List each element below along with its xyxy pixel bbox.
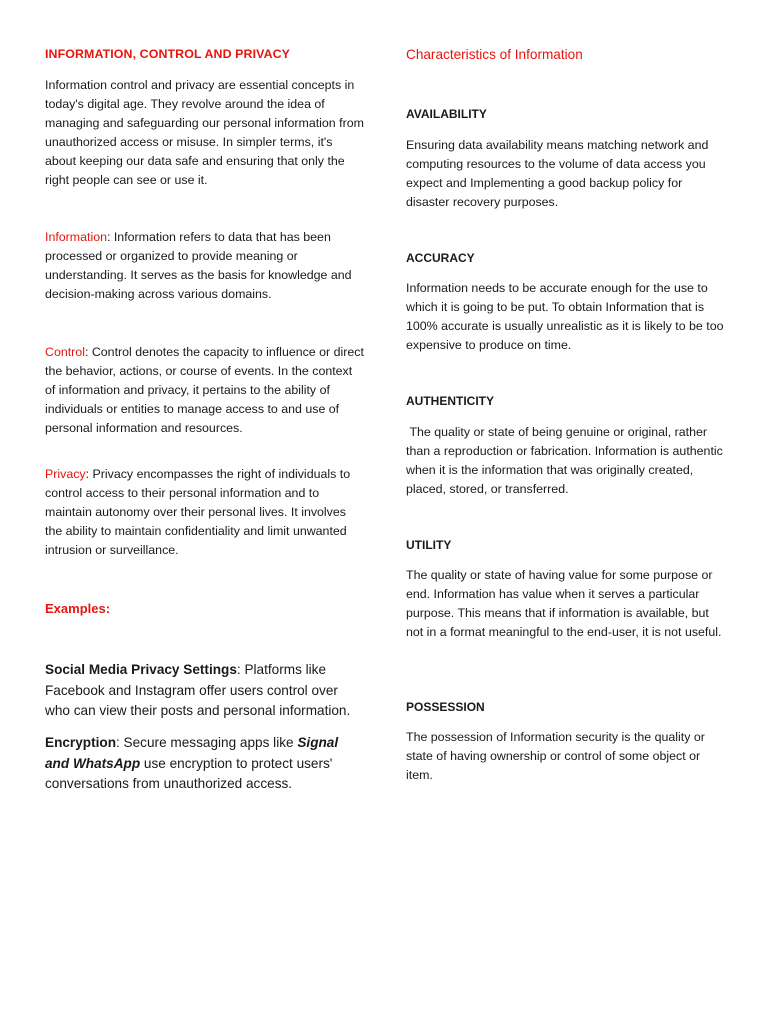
example-label: Encryption xyxy=(45,735,116,750)
intro-paragraph: Information control and privacy are essential concepts in today's digital age. They revolve around the idea of managing and safeguarding our personal information from unauthorized access or misuse. In simpler terms, it's about keeping our data safe and ensuring that only the right people can see or use it. xyxy=(45,78,364,187)
term-control: Control xyxy=(45,345,85,359)
example-social-media xyxy=(45,660,365,722)
text-authenticity: The quality or state of being genuine or original, rather than a reproduction or fabrication. Information is authentic when it is the information that was originally created, placed, stored, or transferred. xyxy=(406,425,727,496)
text-possession: The possession of Information security is the quality or state of having ownership or control of some object or item. xyxy=(406,730,705,782)
definition-text: : Privacy encompasses the right of individuals to control access to their personal information and to maintain autonomy over their personal lives. It involves the ability to maintain confidentiality and limit unwanted intrusion or surveillance. xyxy=(45,467,351,557)
example-encryption xyxy=(45,733,365,795)
term-information: Information xyxy=(45,230,107,244)
example-label: Social Media Privacy Settings xyxy=(45,662,237,677)
heading-authenticity: AUTHENTICITY xyxy=(406,394,494,408)
definition-text: : Control denotes the capacity to influence or direct the behavior, actions, or course of events. In the context of information and privacy, it pertains to the ability of individuals or entities to manage access to and use of personal information and resources. xyxy=(45,345,364,435)
definition-information xyxy=(45,228,365,304)
heading-possession: POSSESSION xyxy=(406,700,485,714)
definition-privacy xyxy=(45,465,365,560)
definition-control xyxy=(45,343,365,438)
example-text: use encryption to protect users' conversations from unauthorized access. xyxy=(45,755,333,791)
text-availability: Ensuring data availability means matching network and computing resources to the volume of data access you expect and Implementing a good backup policy for disaster recovery purposes. xyxy=(406,138,709,209)
text-accuracy: Information needs to be accurate enough for the use to which it is going to be put. To obtain Information that is 100% accurate is usually unrealistic as it is likely to be too expensive to produce on time. xyxy=(406,281,724,352)
example-text: : Platforms like Facebook and Instagram offer users control over who can view their posts and personal information. xyxy=(45,662,351,718)
heading-availability: AVAILABILITY xyxy=(406,107,487,121)
example-text: : Secure messaging apps like xyxy=(116,735,298,750)
section-title: INFORMATION, CONTROL AND PRIVACY xyxy=(45,47,291,61)
heading-utility: UTILITY xyxy=(406,538,452,552)
term-privacy: Privacy xyxy=(45,467,86,481)
definition-text: : Information refers to data that has been processed or organized to provide meaning or understanding. It serves as the basis for knowledge and decision-making across various domains. xyxy=(45,230,352,301)
characteristics-title: Characteristics of Information xyxy=(406,47,583,62)
text-utility: The quality or state of having value for some purpose or end. Information has value when it serves a particular purpose. This means that if information is available, but not in a format meaningful to the end-user, it is not useful. xyxy=(406,568,722,639)
example-apps: Signal and WhatsApp xyxy=(45,735,339,771)
examples-title: Examples: xyxy=(45,601,111,616)
heading-accuracy: ACCURACY xyxy=(406,251,475,265)
